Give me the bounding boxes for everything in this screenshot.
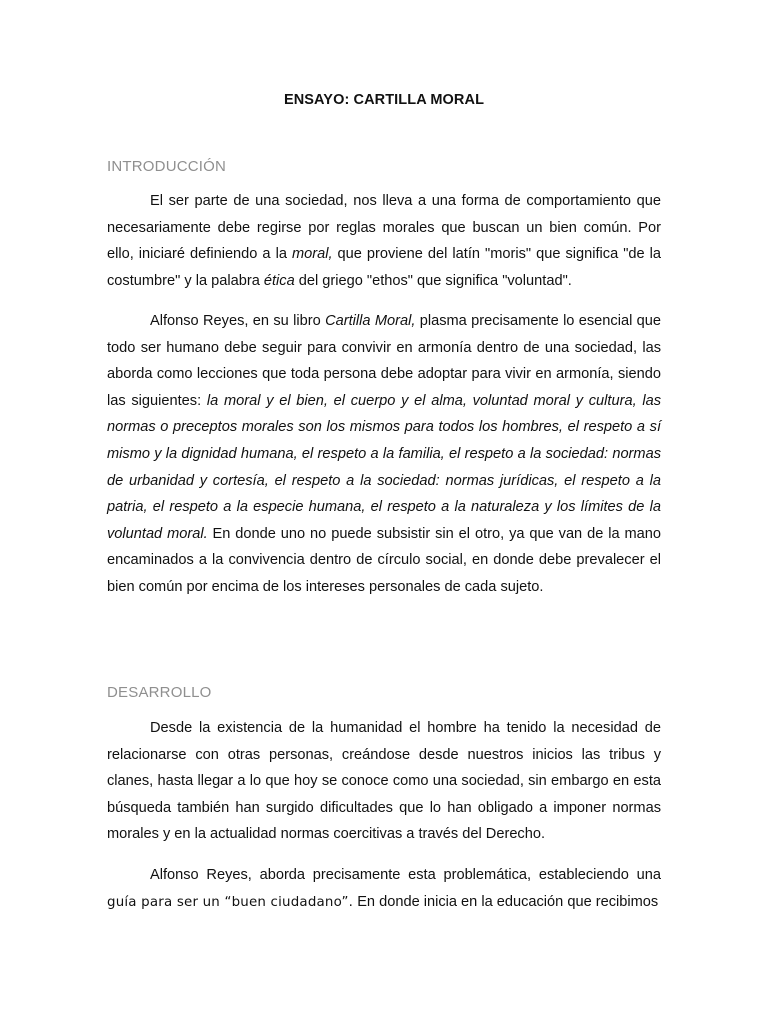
paragraph-text: del griego "ethos" que significa "voluntad".	[294, 272, 572, 289]
book-title: Cartilla Moral,	[325, 313, 416, 329]
document-title: ENSAYO: CARTILLA MORAL	[283, 92, 485, 108]
paragraph-text: El ser parte de una sociedad, nos lleva a una forma de comportamiento que necesariamente debe regirse por reglas morales que buscan un bien común. Por ello, iniciaré definiendo a la	[107, 193, 661, 263]
paragraph-text: plasma precisamente lo esencial que todo ser humano debe seguir para convivir en armonía dentro de una sociedad, las aborda como lecciones que toda persona debe adoptar para vivir en armonía, siendo las siguientes:	[107, 313, 662, 409]
paragraph-intro-1	[107, 188, 661, 294]
paragraph-desarrollo-1	[107, 715, 661, 848]
emphasis-etica: ética	[263, 272, 295, 289]
paragraph-text: Alfonso Reyes, en su libro	[150, 313, 326, 329]
paragraph-text: Desde la existencia de la humanidad el hombre ha tenido la necesidad de relacionarse con otras personas, creándose desde nuestros inicios las tribus y clanes, hasta llegar a lo que hoy se conoce como una sociedad, sin embargo en esta búsqueda también han surgido dificultades que lo han obligado a imponer normas morales y en la actualidad normas coercitivas a través del Derecho.	[107, 720, 661, 843]
section-heading-introduccion: INTRODUCCIÓN	[107, 158, 227, 175]
section-heading-desarrollo: DESARROLLO	[107, 684, 212, 701]
paragraph-text: que proviene del latín "moris" que significa "de la costumbre" y la palabra	[107, 246, 662, 289]
lessons-list: la moral y el bien, el cuerpo y el alma, voluntad moral y cultura, las normas o preceptos morales son los mismos para todos los hombres, el respeto a sí mismo y la dignidad humana, el respeto a la familia, el respeto a la sociedad: normas de urbanidad y cortesía, el respeto a la sociedad: normas jurídicas, el respeto a la patria, el respeto a la especie humana, el respeto a la naturaleza y los límites de la voluntad moral.	[107, 392, 661, 542]
paragraph-text: Alfonso Reyes, aborda precisamente esta problemática, estableciendo una	[150, 867, 661, 883]
paragraph-text: En donde inicia en la educación que recibimos	[353, 893, 659, 910]
paragraph-text: En donde uno no puede subsistir sin el otro, ya que van de la mano encaminados a la convivencia dentro de círculo social, en donde debe prevalecer el bien común por encima de los intereses personales de cada sujeto.	[107, 525, 661, 595]
emphasis-moral: moral,	[291, 246, 333, 263]
buen-ciudadano-phrase: guía para ser un “buen ciudadano”.	[107, 894, 354, 910]
paragraph-intro-2	[107, 308, 661, 601]
paragraph-desarrollo-2	[107, 862, 661, 916]
